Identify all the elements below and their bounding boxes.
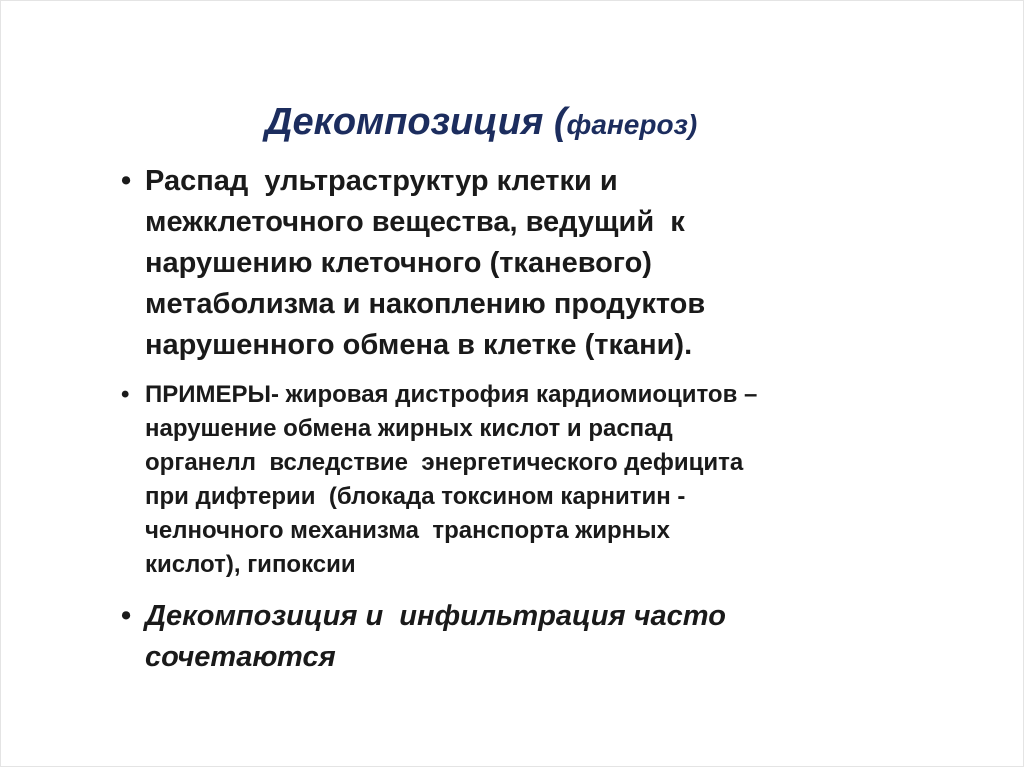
bullet-line: нарушение обмена жирных кислот и распад bbox=[145, 415, 673, 442]
bullet-conclusion bbox=[121, 596, 933, 678]
bullet-dot: • bbox=[121, 165, 132, 197]
bullet-line bbox=[145, 378, 933, 412]
bullet-dot: • bbox=[121, 381, 130, 408]
title-main: Декомпозиция ( bbox=[265, 101, 567, 143]
bullet-line: при дифтерии (блокада токсином карнитин - bbox=[145, 483, 686, 510]
bullet-line: метаболизма и накоплению продуктов bbox=[145, 288, 706, 320]
title-sub: фанероз) bbox=[566, 109, 698, 140]
bullet-line: Декомпозиция и инфильтрация часто bbox=[145, 600, 726, 632]
bullet-definition bbox=[121, 161, 933, 366]
bullet-line: нарушению клеточного (тканевого) bbox=[145, 247, 652, 279]
bullet-line: челночного механизма транспорта жирных bbox=[145, 517, 671, 544]
examples-lead: ПРИМЕРЫ bbox=[145, 381, 272, 408]
bullet-examples bbox=[121, 378, 933, 582]
bullet-line: сочетаются bbox=[145, 641, 336, 673]
bullet-line: нарушенного обмена в клетке (ткани). bbox=[145, 329, 693, 361]
bullet-line: органелл вследствие энергетического дефицита bbox=[145, 449, 744, 476]
bullet-line: межклеточного вещества, ведущий к bbox=[145, 206, 685, 238]
bullet-line: Распад ультраструктур клетки и bbox=[145, 165, 618, 197]
bullet-dot: • bbox=[121, 600, 132, 632]
examples-first-line: - жировая дистрофия кардиомиоцитов – bbox=[271, 381, 758, 408]
bullet-line: кислот), гипоксии bbox=[145, 551, 356, 578]
bullet-list bbox=[121, 161, 933, 678]
slide bbox=[97, 57, 937, 717]
slide-title bbox=[265, 103, 697, 141]
